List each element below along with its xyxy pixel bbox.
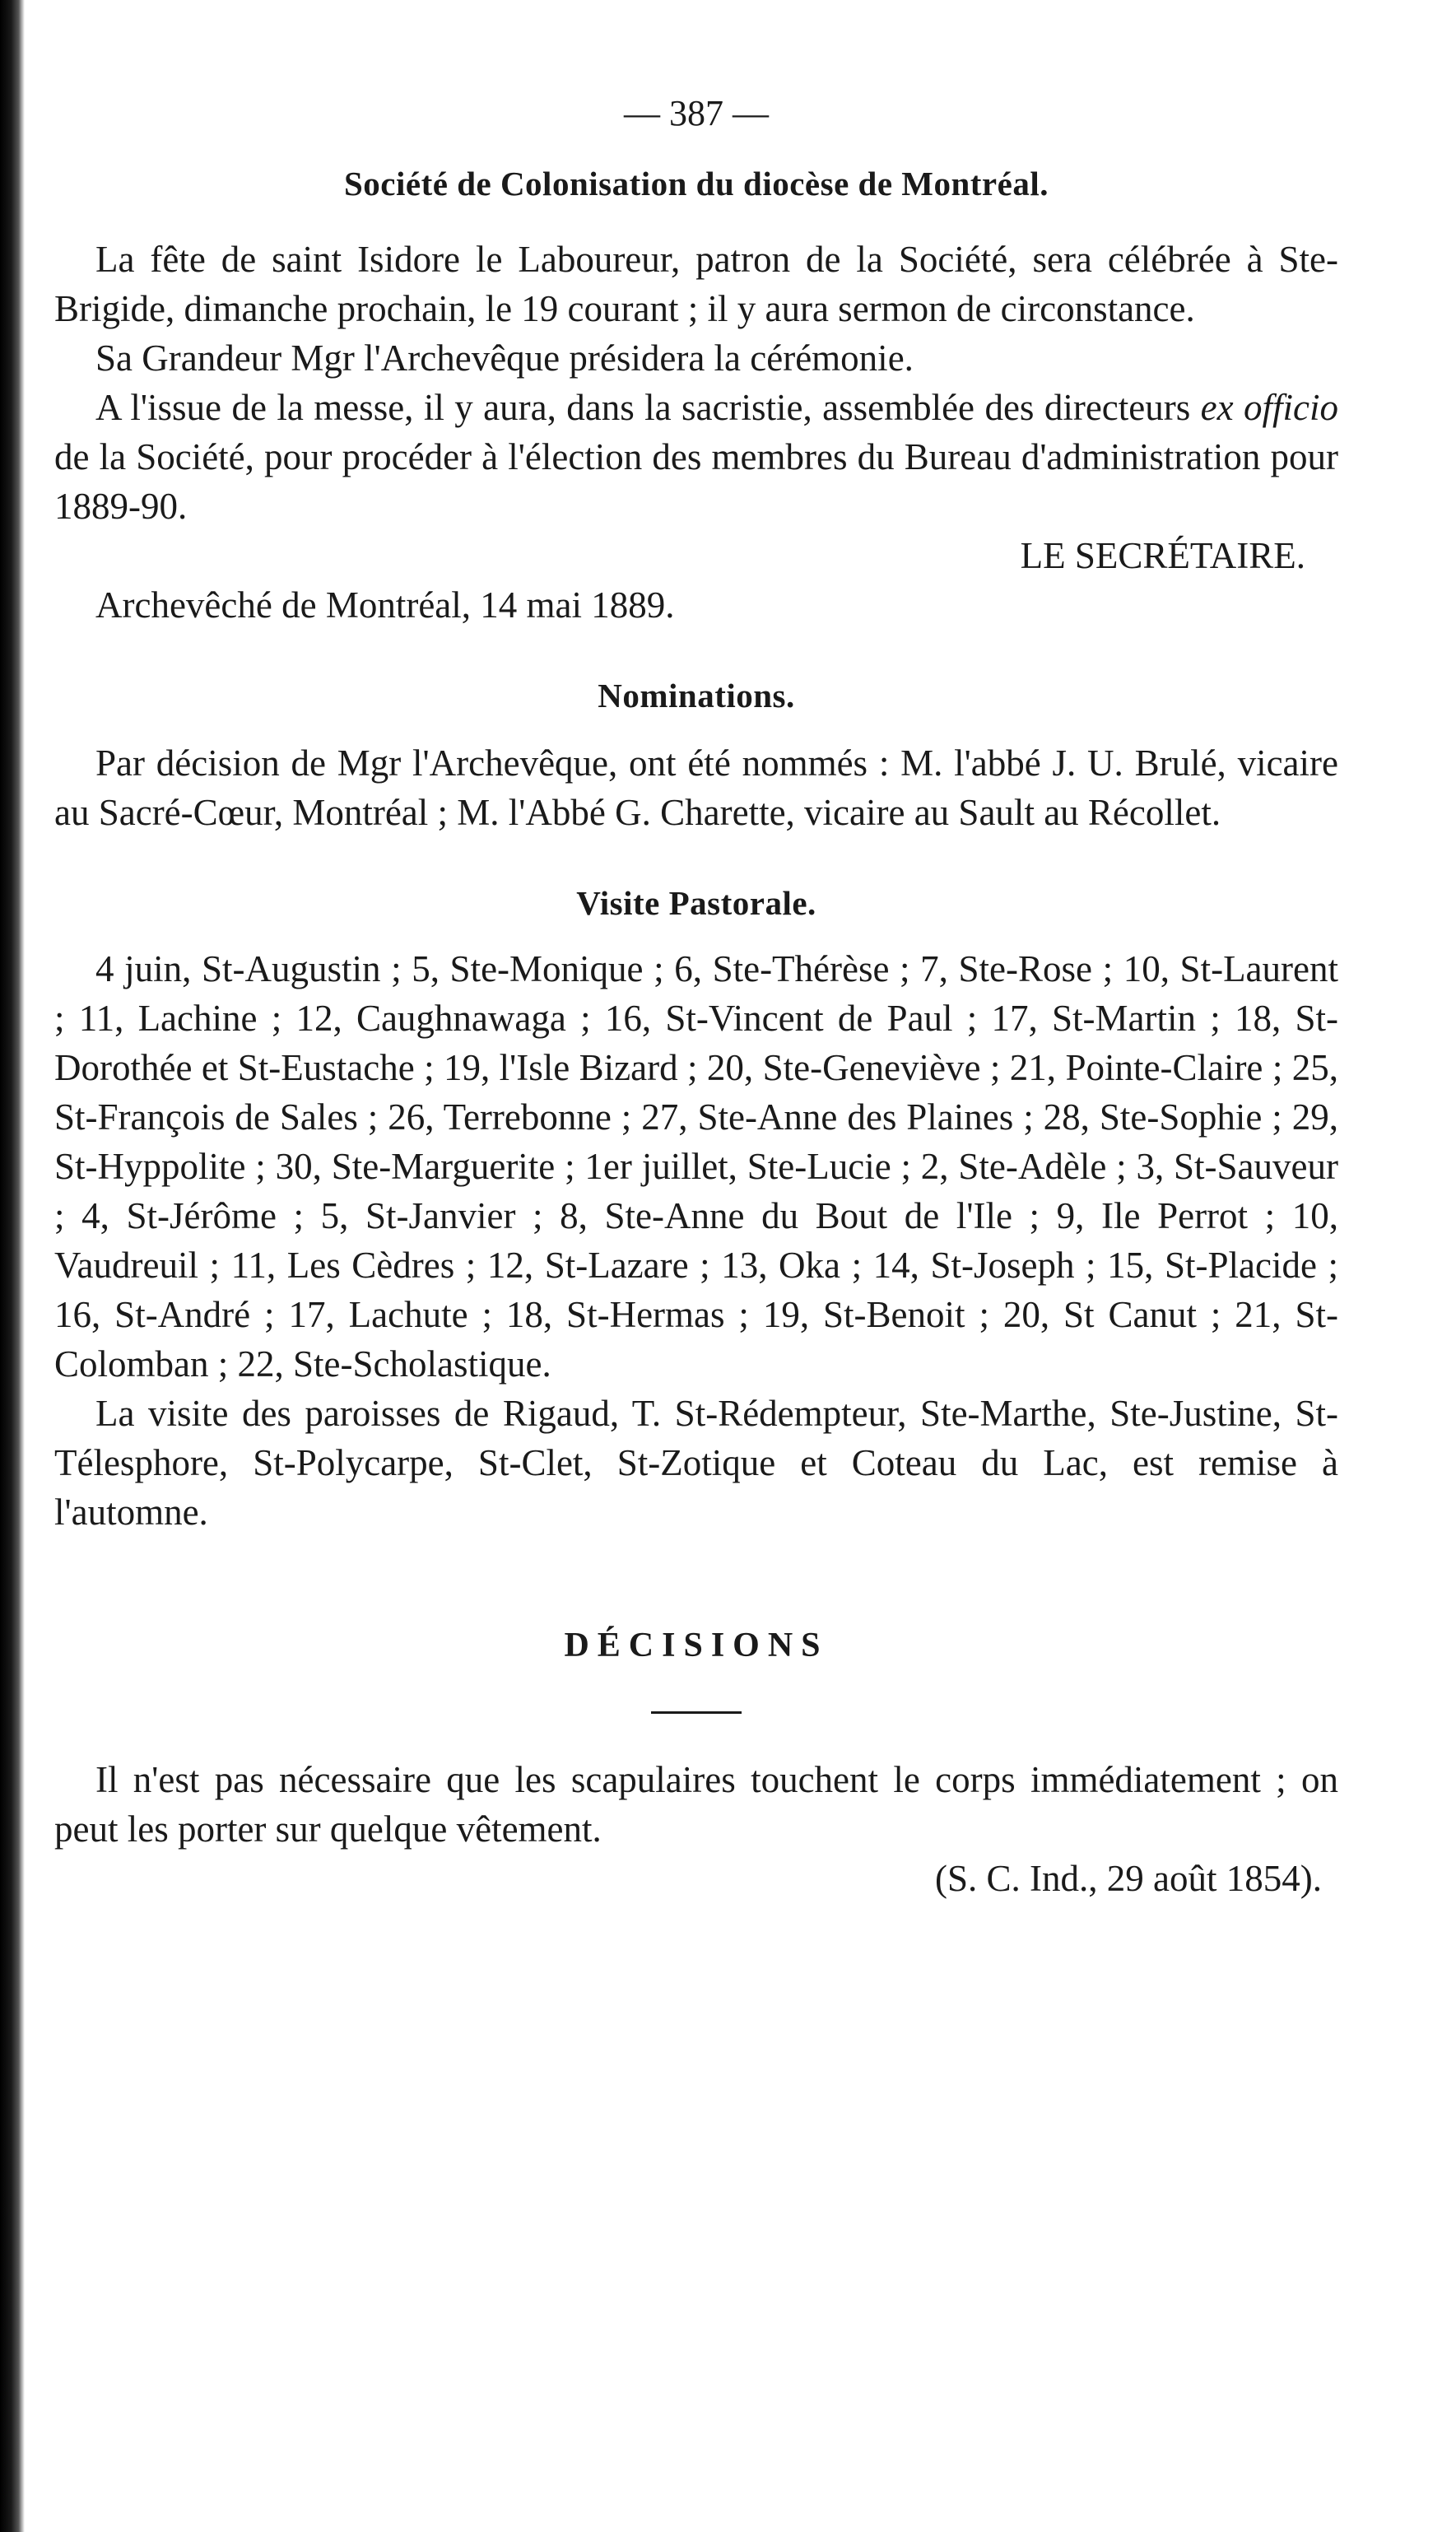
assemblee-text-start: A l'issue de la messe, il y aura, dans la sacristie, assemblée des directeurs [95, 387, 1201, 428]
paragraph-visite-schedule: 4 juin, St-Augustin ; 5, Ste-Monique ; 6, Ste-Thérèse ; 7, Ste-Rose ; 10, St-Laurent ; 11, Lachine ; 12, Caughnawaga ; 16, St-Vincent de Paul ; 17, St-Martin ; 18, St-Dorothée et St-Eustache ; 19, l'Isle Bizard ; 20, Ste-Geneviève ; 21, Pointe-Claire ; 25, St-François de Sales ; 26, Terrebonne ; 27, Ste-Anne des Plaines ; 28, Ste-Sophie ; 29, St-Hyppolite ; 30, Ste-Marguerite ; 1er juillet, Ste-Lucie ; 2, Ste-Adèle ; 3, St-Sauveur ; 4, St-Jérôme ; 5, St-Janvier ; 8, Ste-Anne du Bout de l'Ile ; 9, Ile Perrot ; 10, Vaudreuil ; 11, Les Cèdres ; 12, St-Lazare ; 13, Oka ; 14, St-Joseph ; 15, St-Placide ; 16, St-André ; 17, Lachute ; 18, St-Hermas ; 19, St-Benoit ; 20, St Canut ; 21, St-Colomban ; 22, Ste-Scholastique. [54, 948, 1338, 1385]
section-decisions [54, 1626, 1338, 1903]
section-societe-colonisation [54, 164, 1338, 630]
page-binding-edge [0, 0, 25, 2532]
paragraph-scapulaires: Il n'est pas nécessaire que les scapulaires touchent le corps immédiatement ; on peut les porter sur quelque vêtement. [54, 1759, 1338, 1850]
paragraph-grandeur: Sa Grandeur Mgr l'Archevêque présidera la cérémonie. [95, 337, 914, 379]
ex-officio-italic: ex officio [1200, 387, 1338, 428]
document-page [54, 92, 1338, 1903]
section-heading-visite: Visite Pastorale. [576, 884, 816, 922]
citation-sc-ind: (S. C. Ind., 29 août 1854). [935, 1858, 1322, 1899]
section-heading-societe: Société de Colonisation du diocèse de Montréal. [344, 165, 1049, 202]
dateline-archeveche: Archevêché de Montréal, 14 mai 1889. [95, 584, 675, 626]
paragraph-nominations: Par décision de Mgr l'Archevêque, ont été nommés : M. l'abbé J. U. Brulé, vicaire au Sacré-Cœur, Montréal ; M. l'Abbé G. Charette, vicaire au Sault au Récollet. [54, 742, 1338, 833]
assemblee-text-end: de la Société, pour procéder à l'élection des membres du Bureau d'administration pour 1889-90. [54, 436, 1338, 527]
paragraph-fete: La fête de saint Isidore le Laboureur, patron de la Société, sera célébrée à Ste-Brigide, dimanche prochain, le 19 courant ; il y aura sermon de circonstance. [54, 239, 1338, 329]
page-number: — 387 — [624, 93, 769, 133]
paragraph-assemblee [54, 383, 1338, 531]
section-visite-pastorale [54, 883, 1338, 1537]
signature-secretaire: LE SECRÉTAIRE. [1020, 535, 1305, 576]
section-heading-decisions: DÉCISIONS [564, 1627, 829, 1664]
divider-rule [651, 1711, 742, 1714]
section-heading-nominations: Nominations. [598, 677, 795, 714]
section-nominations [54, 676, 1338, 837]
paragraph-visite-remise: La visite des paroisses de Rigaud, T. St-Rédempteur, Ste-Marthe, Ste-Justine, St-Télesphore, St-Polycarpe, St-Clet, St-Zotique et Coteau du Lac, est remise à l'automne. [54, 1393, 1338, 1533]
